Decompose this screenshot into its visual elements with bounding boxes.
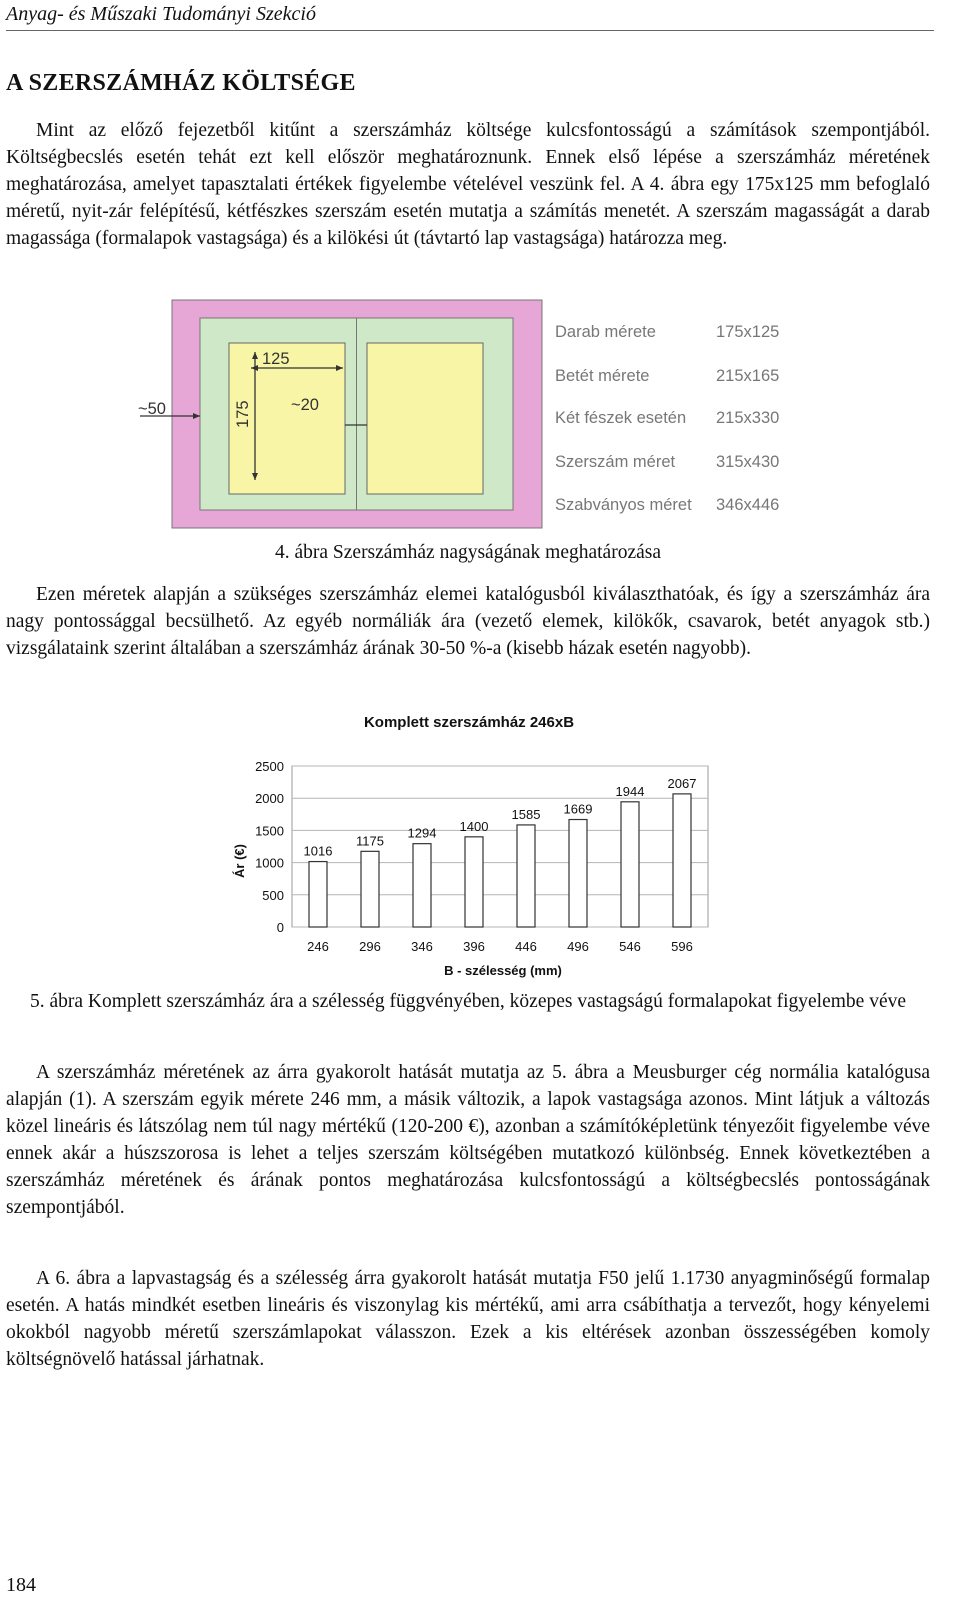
chart-bar xyxy=(673,794,691,927)
chart-data-label: 1669 xyxy=(563,801,593,817)
chart-data-label: 1016 xyxy=(303,843,333,859)
row-label-insert-size: Betét mérete xyxy=(555,367,650,385)
cavity-right xyxy=(367,343,483,494)
chart-y-tick-label: 2500 xyxy=(255,759,284,774)
chart-y-tick-label: 500 xyxy=(262,887,284,903)
dim-margin-label: ~50 xyxy=(138,400,166,418)
paragraph-4: A 6. ábra a lapvastagság és a szélesség árra gyakorolt hatását mutatja F50 jelű 1.1730 anyagminőségű formalap esetén. A hatás mindkét esetben lineáris és viszonylag kis mértékű, ami arra csábíthatja a tervezőt, hogy kényelemi okokból nagyobb méretű szerszámlapokat válasszon. Ezek a kis eltérések azonban összességében komoly költségnövelő hatással járhatnak. xyxy=(6,1268,930,1370)
chart-bar xyxy=(621,802,639,927)
dim-width-label: 125 xyxy=(262,350,290,368)
page-number: 184 xyxy=(6,1574,36,1596)
paragraph-3: A szerszámház méretének az árra gyakorolt hatását mutatja az 5. ábra a Meusburger cég normália katalógusa alapján (1). A szerszám egyik mérete 246 mm, a másik változik, a lapok vastagsága azonos. Mint látjuk a változás közel lineáris és látszólag nem túl nagy mértékű (120-200 €), azonban a számítóképletünk tényezőit figyelembe véve ennek akár a húszszorosa is lehet a teljes szerszám költségében mutatkozó különbség. Ennek következtében a szerszámház méretének és árának pontos meghatározása kulcsfontosságú a költségbecslés pontosságának szempontjából. xyxy=(6,1062,930,1218)
chart-x-tick-label: 596 xyxy=(671,939,693,954)
row-value-mold-size: 315x430 xyxy=(716,453,780,471)
chart-data-label: 1944 xyxy=(615,783,645,799)
paragraph-2: Ezen méretek alapján a szükséges szerszámház elemei katalógusból kiválaszthatóak, és így a szerszámház ára nagy pontossággal becsülhető. Az egyéb normáliák ára (vezető elemek, kilökők, csavarok, betét anyagok stb.) vizsgálataink szerint általában a szerszámház árának 30-50 %-a (kisebb házak esetén nagyobb). xyxy=(6,584,930,659)
dim-gap-label: ~20 xyxy=(291,396,319,414)
section-name: Anyag- és Műszaki Tudományi Szekció xyxy=(6,3,316,25)
chart-bar xyxy=(517,825,535,927)
figure-5-caption: 5. ábra Komplett szerszámház ára a szélesség függvényében, közepes vastagságú formalapokat figyelembe véve xyxy=(29,991,907,1012)
chart-bar xyxy=(569,820,587,927)
chart-bar xyxy=(309,862,327,927)
row-label-two-cavities: Két fészek esetén xyxy=(555,409,687,427)
chart-data-label: 1175 xyxy=(356,833,384,849)
mold-size-diagram xyxy=(0,0,960,545)
chart-x-tick-label: 396 xyxy=(463,939,485,954)
chart-x-tick-label: 546 xyxy=(619,939,641,954)
paragraph-1: Mint az előző fejezetből kitűnt a szerszámház költsége kulcsfontosságú a számítások szempontjából. Költségbecslés esetén tehát ezt kell először meghatároznunk. Ennek első lépése a szerszámház méretének meghatározása, amelyet tapasztalati értékek figyelembe vételével veszünk fel. A 4. ábra egy 175x125 mm befoglaló méretű, nyit-zár felépítésű, kétfészkes szerszám esetén mutatja a számítás menetét. A szerszám magasságát a darab magassága (formalapok vastagsága) és a kilökési út (távtartó lap vastagsága) határozza meg. xyxy=(6,120,930,249)
chart-data-label: 1400 xyxy=(459,818,489,834)
chart-plot-area xyxy=(292,766,708,927)
dim-height-label: 175 xyxy=(234,400,252,428)
chart-bar xyxy=(361,851,379,927)
chart-data-label: 2067 xyxy=(667,775,697,791)
chart-x-tick-label: 496 xyxy=(567,939,589,954)
chart-bar xyxy=(413,844,431,927)
chart-title: Komplett szerszámház 246xB xyxy=(363,714,575,731)
row-value-insert-size: 215x165 xyxy=(716,367,780,385)
chart-x-tick-label: 246 xyxy=(307,939,329,954)
chart-y-tick-label: 1000 xyxy=(255,855,284,871)
chart-x-axis-label: B - szélesség (mm) xyxy=(444,963,562,978)
chart-data-label: 1585 xyxy=(511,806,541,822)
chart-y-tick-label: 2000 xyxy=(255,791,284,807)
section-title: A SZERSZÁMHÁZ KÖLTSÉGE xyxy=(6,70,356,96)
chart-bar xyxy=(465,837,483,927)
row-label-part-size: Darab mérete xyxy=(555,323,656,341)
row-label-mold-size: Szerszám méret xyxy=(555,453,676,471)
chart-y-tick-label: 1500 xyxy=(255,823,284,839)
row-value-part-size: 175x125 xyxy=(716,323,780,341)
chart-x-tick-label: 296 xyxy=(359,939,381,954)
chart-y-tick-label: 0 xyxy=(276,920,284,935)
row-value-standard-size: 346x446 xyxy=(716,496,780,514)
row-label-standard-size: Szabványos méret xyxy=(555,496,692,514)
price-bar-chart xyxy=(0,710,960,978)
chart-x-tick-label: 446 xyxy=(515,939,537,954)
chart-x-tick-label: 346 xyxy=(411,939,433,954)
chart-y-axis-label: Ár (€) xyxy=(232,844,247,878)
chart-data-label: 1294 xyxy=(407,825,437,841)
cavity-divider xyxy=(356,318,357,510)
figure-4-caption: 4. ábra Szerszámház nagyságának meghatározása xyxy=(274,542,661,563)
row-value-two-cavities: 215x330 xyxy=(716,409,780,427)
